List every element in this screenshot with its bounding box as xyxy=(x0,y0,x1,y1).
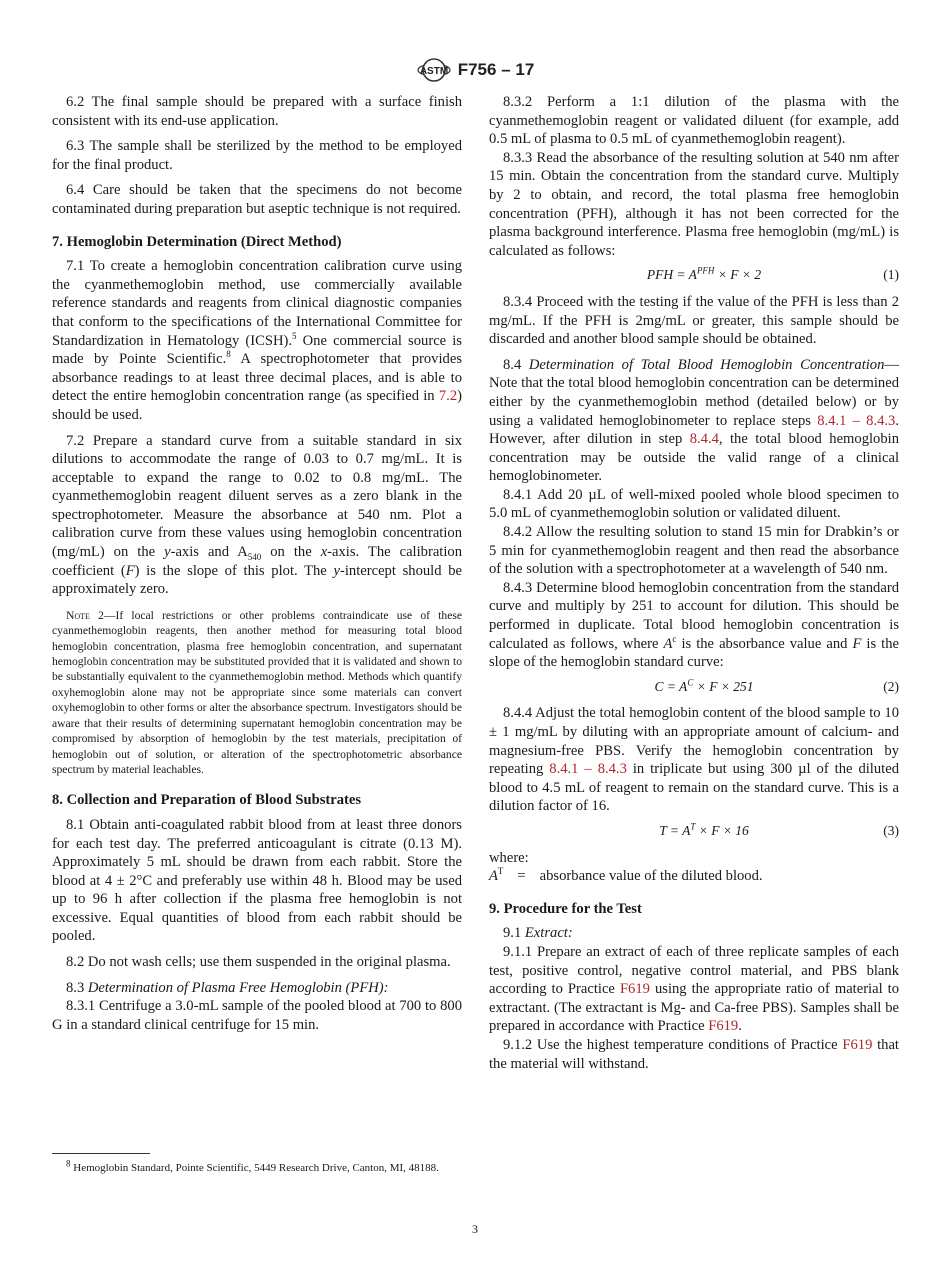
para-9-1-1: 9.1.1 Prepare an extract of each of three replicate samples of each test, positive control, negative control material, and PBS blank according to Practice F619 using the appropriate ratio of material to extractant. (The extractant is Mg- and Ca-free PBS). Samples shall be prepared in accordance with Practice F619. xyxy=(489,943,900,1035)
para-7-1: 7.1 To create a hemoglobin concentration calibration curve using the cyanmethemoglobin method, use commercially available reference standards and reagents from clinical diagnostic companies that conform to the specifications of the International Committee for Standardization in Hematology (ICSH).$^5$ One commercial source is made by Pointe Scientific.$^8$ A spectrophotometer that provides absorbance readings to at least three decimal places, and is able to detect the entire hemoglobin concentration range (as specified in 7.2) should be used. xyxy=(52,258,462,423)
para-8-4-2: 8.4.2 Allow the resulting solution to stand 15 min for Drabkin’s or 5 min for cyanmethemoglobin reagent and then read the absorbance of the solution with a spectrophotometer at a wavelength of 540 nm. xyxy=(489,524,899,578)
para-8-4-1: 8.4.1 Add 20 µL of well-mixed pooled whole blood specimen to 5.0 mL of cyanmethemoglobin solution or validated diluent. xyxy=(489,486,899,522)
link-f619[interactable]: F619 xyxy=(619,981,650,998)
document-id: F756 – 17 xyxy=(457,60,535,79)
page-number: 3 xyxy=(472,1222,478,1236)
para-9-1: 9.1 Extract: xyxy=(503,925,573,942)
footnote-8: $^8$ Hemoglobin Standard, Pointe Scientific, 5449 Research Drive, Canton, MI, 48188. xyxy=(66,1158,439,1174)
para-8-4-3: 8.4.3 Determine blood hemoglobin concentration from the standard curve and multiply by 251 to account for dilution. This should be performed in duplicate. Total blood hemoglobin concentration is calculated as follows, where $A^c$ is the absorbance value and F is the slope of the hemoglobin standard curve: xyxy=(489,579,899,671)
where-definition: $A^T$ = absorbance value of the diluted blood. xyxy=(489,866,763,885)
para-6-4: 6.4 Care should be taken that the specimens do not become contaminated during preparation but aseptic technique is not required. xyxy=(52,182,462,217)
equation-3: $T = A^T \times F \times 16$ (3) xyxy=(659,821,899,838)
equation-2: $C = A^C \times F \times 251$ (2) xyxy=(654,677,899,694)
page-header xyxy=(0,56,950,89)
right-column xyxy=(489,93,899,1073)
astm-logo-icon xyxy=(416,56,452,84)
svg-text:ASTM: ASTM xyxy=(419,66,448,77)
note-2: Note 2—If local restrictions or other problems contraindicate use of these cyanmethemoglobin reagents, then another method for measuring total blood hemoglobin concentration, plasma free hemoglobin concentration, and supernatant hemoglobin concentration may be substituted provided that it is validated and shown to be substantially equivalent to the cyanmethemoglobin method. Methods which quantify oxyhemoglobin alone may not be appropriate since some materials can convert oxyhemoglobin to other forms or alter the absorbance spectrum. Investigators should be aware that their results of determining supernatant hemoglobin concentration may be compromised by absorption of hemoglobin by the test materials, precipitation of hemoglobin out of solution, or alteration of the spectrophotometric absorbance spectrum by material leachables. xyxy=(52,608,462,776)
link-8-4-1-to-8-4-3[interactable]: 8.4.1 – 8.4.3 xyxy=(817,412,896,429)
para-6-3: 6.3 The sample shall be sterilized by the method to be employed for the final product. xyxy=(52,138,462,173)
para-8-2: 8.2 Do not wash cells; use them suspended in the original plasma. xyxy=(66,954,451,971)
para-8-3-3: 8.3.3 Read the absorbance of the resulting solution at 540 nm after 15 min. Obtain the concentration from the standard curve. Multiply by 2 to obtain, and record, the total plasma free hemoglobin concentration (PFH), although it has not been corrected for the plasma background interference. Plasma free hemoglobin (mg/mL) is calculated as follows: xyxy=(489,149,899,259)
para-8-1: 8.1 Obtain anti-coagulated rabbit blood from at least three donors for each test day. The preferred anticoagulant is citrate (0.13 M). Approximately 5 mL should be drawn from each rabbit. Store the blood at 4 ± 2°C and preferably use within 48 h. Blood may be used up to 96 h after collection if the plasma free hemoglobin is not excessive. Equal quantities of blood from each rabbit should be pooled. xyxy=(52,816,462,945)
link-8-4-1-to-8-4-3-b[interactable]: 8.4.1 – 8.4.3 xyxy=(549,761,627,778)
para-8-3: 8.3 Determination of Plasma Free Hemoglobin (PFH): xyxy=(66,979,389,996)
para-8-4-4: 8.4.4 Adjust the total hemoglobin content of the blood sample to 10 ± 1 mg/mL by diluting with an appropriate amount of calcium- and magnesium-free PBS. Verify the hemoglobin concentration by repeating 8.4.1 – 8.4.3 in triplicate but using 300 µl of the diluted blood to 4.5 mL of reagent to remain on the standard curve. This is a dilution factor of 16. xyxy=(489,705,899,815)
equation-1: PFH = $A^{PFH} \times F \times 2$ (1) xyxy=(646,265,899,283)
left-column xyxy=(52,93,462,1034)
para-8-3-2: 8.3.2 Perform a 1:1 dilution of the plasma with the cyanmethemoglobin reagent or validated diluent (for example, add 0.5 mL of plasma to 0.5 mL of cyanmethemoglobin reagent). xyxy=(489,94,899,148)
para-8-3-4: 8.3.4 Proceed with the testing if the value of the PFH is less than 2 mg/mL. If the PFH is 2mg/mL or greater, this sample should be discarded and another blood sample should be obtained. xyxy=(489,293,899,348)
section-8-heading: 8. Collection and Preparation of Blood Substrates xyxy=(52,792,362,809)
link-7-2[interactable]: 7.2 xyxy=(438,388,458,405)
where-label: where: xyxy=(489,849,529,866)
footnote-divider xyxy=(52,1153,150,1154)
para-9-1-2: 9.1.2 Use the highest temperature conditions of Practice F619 that the material will withstand. xyxy=(489,1036,899,1072)
section-9-heading: 9. Procedure for the Test xyxy=(489,900,642,917)
link-f619-c[interactable]: F619 xyxy=(842,1036,873,1053)
para-6-2: 6.2 The final sample should be prepared with a surface finish consistent with its end-use application. xyxy=(52,94,462,129)
para-7-2: 7.2 Prepare a standard curve from a suitable standard in six dilutions to accommodate the range of 0.03 to 0.7 mg/mL. It is acceptable to expand the range to 0.02 to 0.8 mg/mL. The cyanmethemoglobin reagent diluent serves as a zero blank in the spectrophotometer. Measure the absorbance at 540 nm. Plot a calibration curve from these values using hemoglobin concentration (mg/mL) on the y-axis and $A_{540}$ on the x-axis. The calibration coefficient (F) is the slope of this plot. The y-intercept should be approximately zero. xyxy=(52,432,463,598)
link-8-4-4[interactable]: 8.4.4 xyxy=(689,431,719,448)
para-8-4: 8.4 Determination of Total Blood Hemoglobin Concentration—Note that the total blood hemoglobin concentration can be determined either by the cyanmethemoglobin method (detailed below) or by using a validated hemoglobinometer to replace steps 8.4.1 – 8.4.3. However, after dilution in step 8.4.4, the total blood hemoglobin concentration may be outside the valid range of a clinical hemoglobinometer. xyxy=(489,356,899,485)
para-8-3-1: 8.3.1 Centrifuge a 3.0-mL sample of the pooled blood at 700 to 800 G in a standard clinical centrifuge for 15 min. xyxy=(52,998,462,1033)
link-f619-b[interactable]: F619 xyxy=(708,1018,739,1035)
section-7-heading: 7. Hemoglobin Determination (Direct Method) xyxy=(52,233,342,250)
